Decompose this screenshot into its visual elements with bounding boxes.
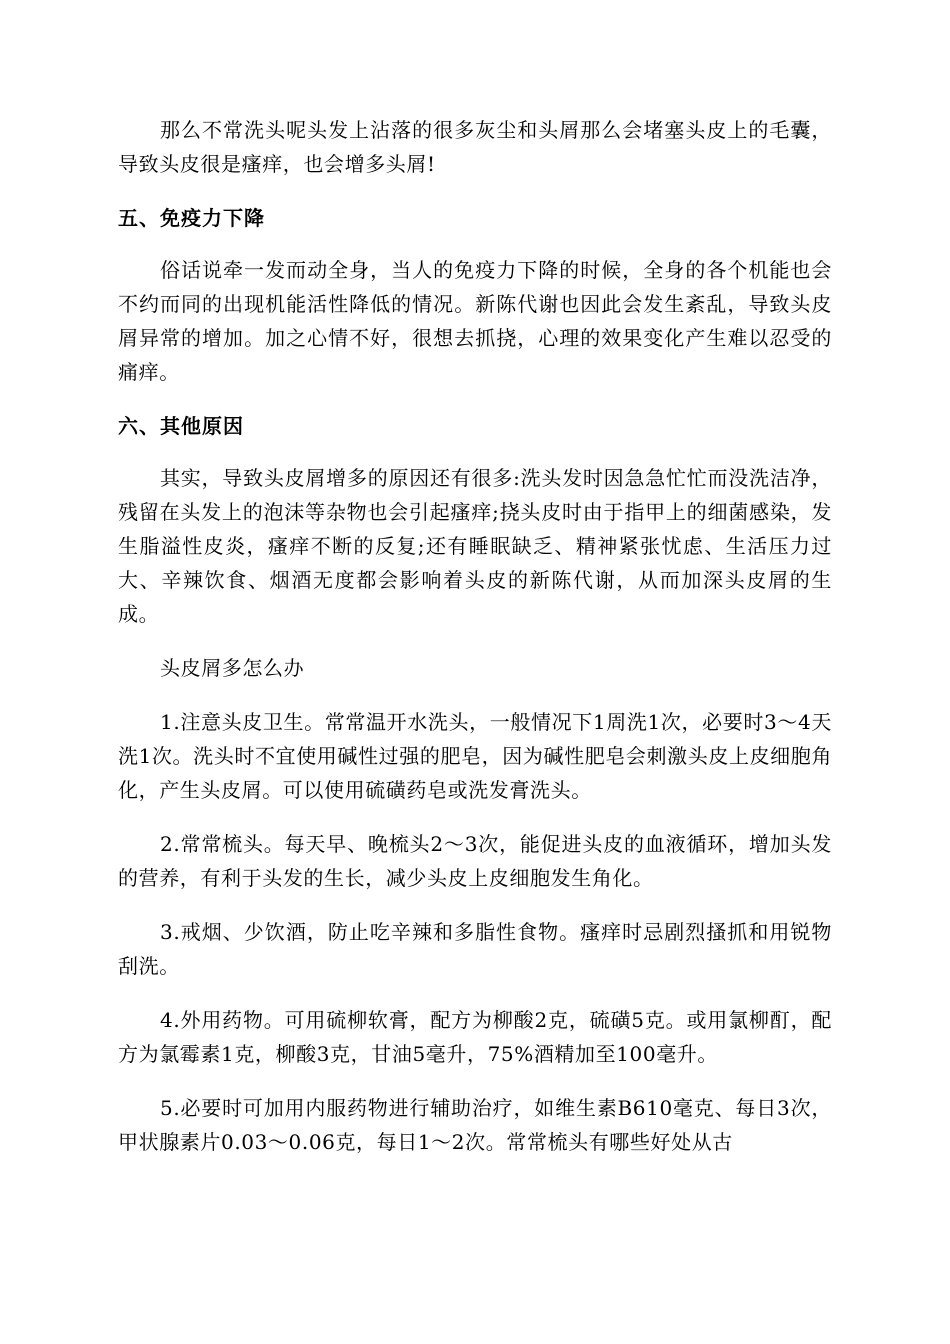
paragraph-other-causes: 其实，导致头皮屑增多的原因还有很多:洗头发时因急急忙忙而没洗洁净，残留在头发上的泡沫等杂物也会引起瘙痒;挠头皮时由于指甲上的细菌感染，发生脂溢性皮炎，瘙痒不断的反复;还有睡眠缺乏、精神紧张忧虑、生活压力过大、辛辣饮食、烟酒无度都会影响着头皮的新陈代谢，从而加深头皮屑的生成。: [118, 466, 832, 626]
heading-other-causes: 六、其他原因: [118, 414, 244, 438]
heading-immunity-decline: 五、免疫力下降: [118, 206, 265, 230]
paragraph-tip-5: 5.必要时可加用内服药物进行辅助治疗，如维生素B610毫克、每日3次，甲状腺素片0.03～0.06克，每日1～2次。常常梳头有哪些好处从古: [118, 1096, 832, 1154]
paragraph-tip-2: 2.常常梳头。每天早、晚梳头2～3次，能促进头皮的血液循环，增加头发的营养，有利于头发的生长，减少头皮上皮细胞发生角化。: [118, 832, 832, 890]
document-body: [118, 113, 832, 1159]
paragraph-what-to-do: 头皮屑多怎么办: [160, 656, 305, 680]
paragraph-immunity: 俗话说牵一发而动全身，当人的免疫力下降的时候，全身的各个机能也会不约而同的出现机能活性降低的情况。新陈代谢也因此会发生紊乱，导致头皮屑异常的增加。加之心情不好，很想去抓挠，心理的效果变化产生难以忍受的痛痒。: [118, 258, 832, 384]
paragraph-unwashed-hair: 那么不常洗头呢头发上沾落的很多灰尘和头屑那么会堵塞头皮上的毛囊，导致头皮很是瘙痒，也会增多头屑!: [118, 118, 832, 176]
paragraph-tip-1: 1.注意头皮卫生。常常温开水洗头，一般情况下1周洗1次，必要时3～4天洗1次。洗头时不宜使用碱性过强的肥皂，因为碱性肥皂会刺激头皮上皮细胞角化，产生头皮屑。可以使用硫磺药皂或洗发膏洗头。: [118, 710, 832, 802]
paragraph-tip-4: 4.外用药物。可用硫柳软膏，配方为柳酸2克，硫磺5克。或用氯柳酊，配方为氯霉素1克，柳酸3克，甘油5毫升，75%酒精加至100毫升。: [118, 1008, 832, 1066]
paragraph-tip-3: 3.戒烟、少饮酒，防止吃辛辣和多脂性食物。瘙痒时忌剧烈搔抓和用锐物刮洗。: [118, 920, 832, 978]
